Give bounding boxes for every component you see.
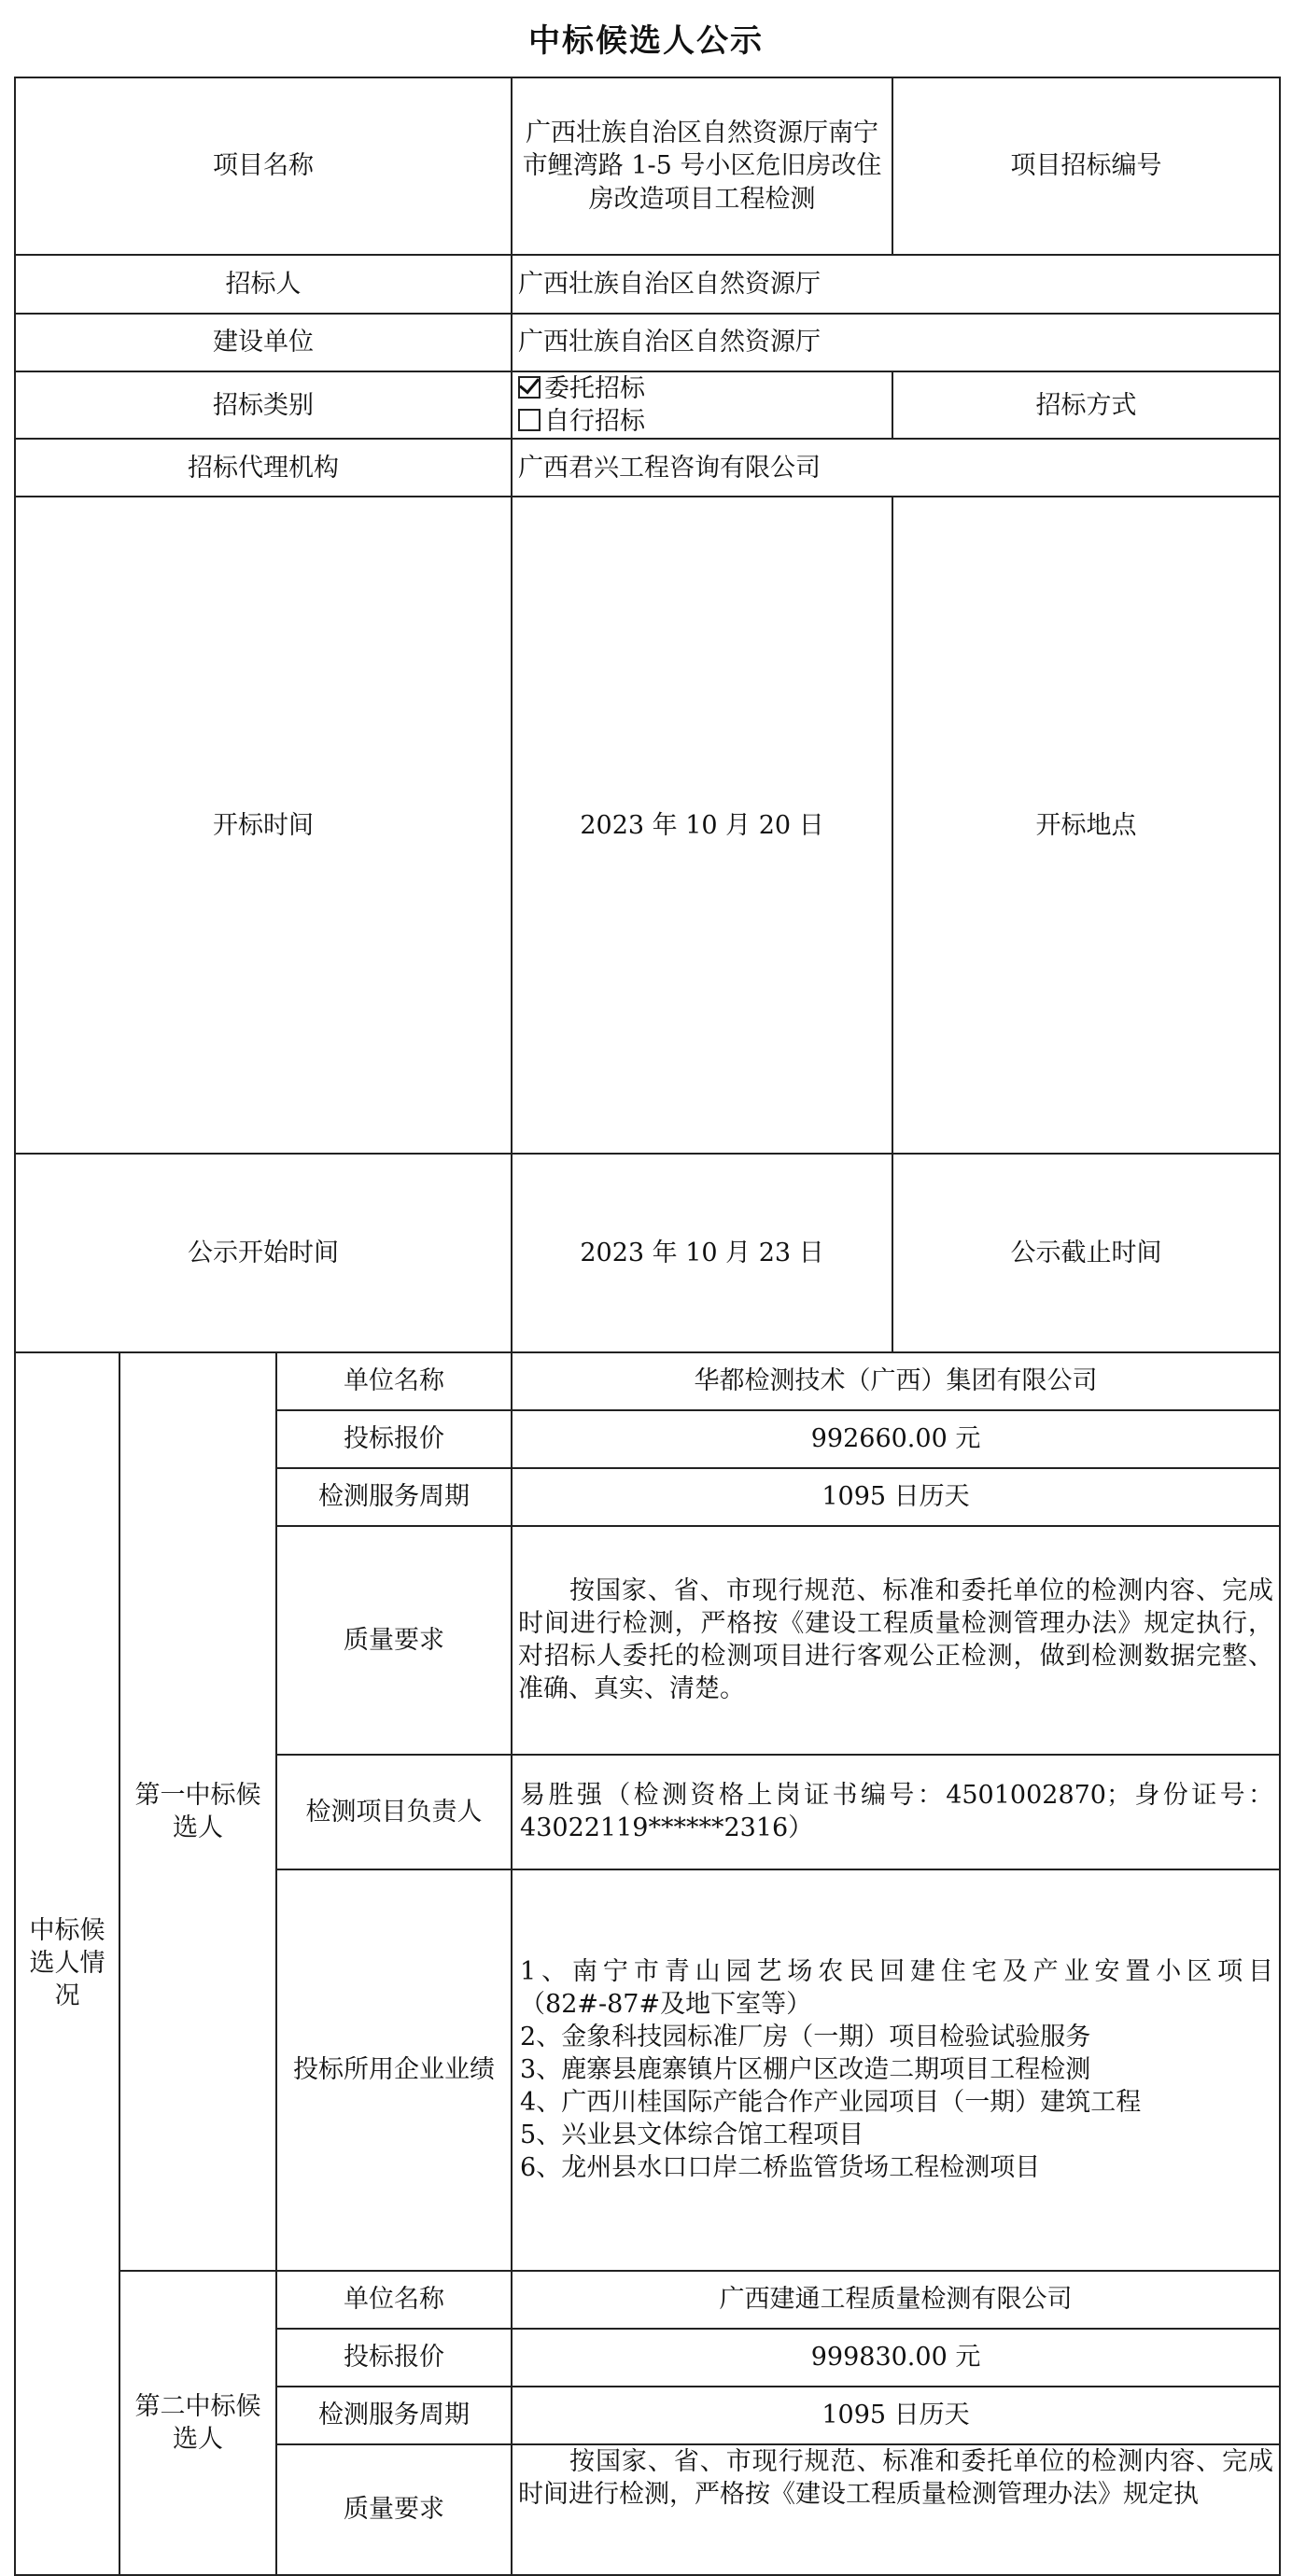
notice-start-value: 2023 年 10 月 23 日 — [512, 1154, 892, 1352]
candidate-2-quality — [512, 2444, 1280, 2575]
checkbox-icon — [518, 409, 541, 431]
category-option-label: 委托招标 — [544, 374, 646, 403]
manager-label: 检测项目负责人 — [276, 1755, 512, 1869]
quality-text: 按国家、省、市现行规范、标准和委托单位的检测内容、完成时间进行检测，严格按《建设工程质量检测管理办法》规定执行，对招标人委托的检测项目进行客观公正检测，做到检测数据完整、准确、真实、清楚。 — [518, 1575, 1274, 1704]
open-time-value: 2023 年 10 月 20 日 — [512, 497, 892, 1154]
performance-item: 6、龙州县水口口岸二桥监管货场工程检测项目 — [520, 2153, 1041, 2183]
candidate-2-rank: 第二中标候选人 — [119, 2271, 276, 2575]
candidate-1-quality — [512, 1526, 1280, 1755]
project-no-label: 项目招标编号 — [892, 77, 1280, 255]
method-label: 招标方式 — [892, 371, 1280, 439]
period-label: 检测服务周期 — [276, 1468, 512, 1526]
tenderer-value: 广西壮族自治区自然资源厅 — [512, 255, 1280, 314]
category-option-self[interactable] — [518, 405, 645, 438]
open-time-label: 开标时间 — [15, 497, 512, 1154]
candidate-1-price: 992660.00 元 — [512, 1410, 1280, 1468]
candidate-1-rank: 第一中标候选人 — [119, 1352, 276, 2271]
agency-label: 招标代理机构 — [15, 439, 512, 497]
notice-end-label: 公示截止时间 — [892, 1154, 1280, 1352]
company-label: 单位名称 — [276, 2271, 512, 2329]
candidate-1-company: 华都检测技术（广西）集团有限公司 — [512, 1352, 1280, 1410]
price-label: 投标报价 — [276, 2329, 512, 2387]
performance-item: 5、兴业县文体综合馆工程项目 — [520, 2121, 864, 2150]
category-option-entrusted[interactable] — [518, 372, 645, 405]
project-name-value: 广西壮族自治区自然资源厅南宁市鲤湾路 1-5 号小区危旧房改住房改造项目工程检测 — [512, 77, 892, 255]
notice-start-label: 公示开始时间 — [15, 1154, 512, 1352]
builder-value: 广西壮族自治区自然资源厅 — [512, 314, 1280, 371]
candidate-1-period: 1095 日历天 — [512, 1468, 1280, 1526]
quality-label: 质量要求 — [276, 2444, 512, 2575]
company-label: 单位名称 — [276, 1352, 512, 1410]
candidate-2-company: 广西建通工程质量检测有限公司 — [512, 2271, 1280, 2329]
document-title: 中标候选人公示 — [528, 22, 764, 60]
period-label: 检测服务周期 — [276, 2387, 512, 2444]
checkbox-icon — [518, 376, 541, 399]
quality-label: 质量要求 — [276, 1526, 512, 1755]
category-label: 招标类别 — [15, 371, 512, 439]
open-place-label: 开标地点 — [892, 497, 1280, 1154]
builder-label: 建设单位 — [15, 314, 512, 371]
price-label: 投标报价 — [276, 1410, 512, 1468]
candidate-2-period: 1095 日历天 — [512, 2387, 1280, 2444]
quality-text: 按国家、省、市现行规范、标准和委托单位的检测内容、完成时间进行检测，严格按《建设工程质量检测管理办法》规定执 — [518, 2446, 1274, 2509]
performance-item: 4、广西川桂国际产能合作产业园项目（一期）建筑工程 — [520, 2088, 1142, 2118]
performance-item: 2、金象科技园标准厂房（一期）项目检验试验服务 — [520, 2022, 1091, 2051]
performance-label: 投标所用企业业绩 — [276, 1869, 512, 2271]
tenderer-label: 招标人 — [15, 255, 512, 314]
project-name-label: 项目名称 — [15, 77, 512, 255]
candidate-1-manager: 易胜强（检测资格上岗证书编号：4501002870；身份证号：43022119******2316） — [512, 1755, 1280, 1869]
candidate-1-performance — [512, 1869, 1280, 2271]
agency-value: 广西君兴工程咨询有限公司 — [512, 439, 1280, 497]
category-option-label: 自行招标 — [544, 407, 646, 437]
category-options — [512, 371, 892, 439]
performance-item: 1、南宁市青山园艺场农民回建住宅及产业安置小区项目（82#-87#及地下室等） — [520, 1956, 1274, 2019]
notice-table — [14, 77, 1281, 2576]
candidate-2-price: 999830.00 元 — [512, 2329, 1280, 2387]
performance-item: 3、鹿寨县鹿寨镇片区棚户区改造二期项目工程检测 — [520, 2055, 1091, 2085]
candidates-section-label: 中标候选人情况 — [15, 1352, 119, 2575]
